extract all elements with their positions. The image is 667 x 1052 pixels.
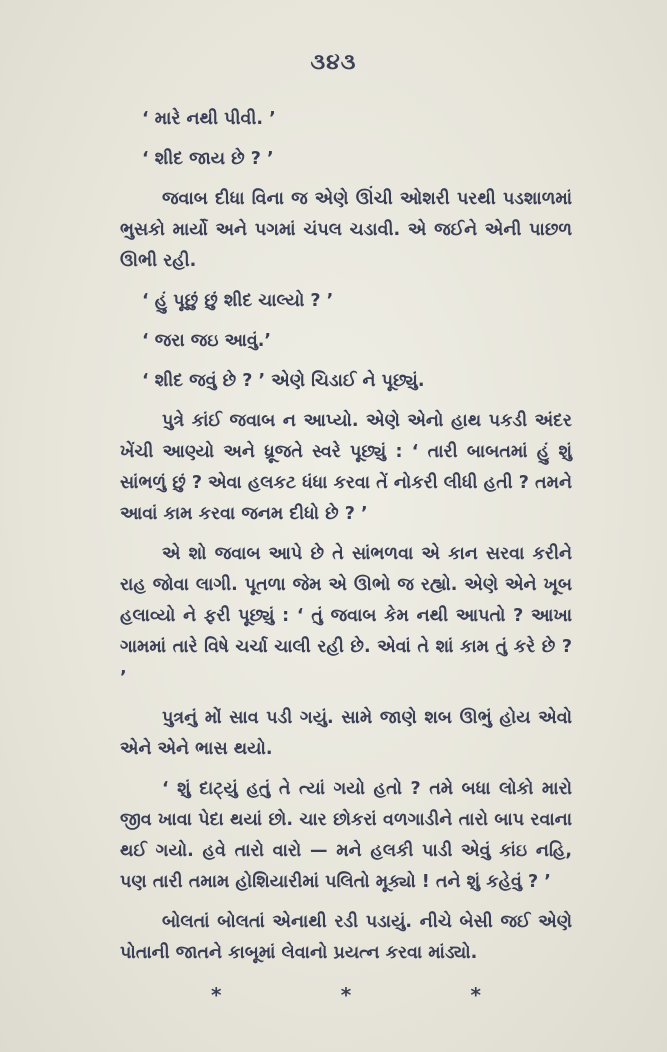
- page-number: ૩૪૩: [310, 50, 357, 75]
- paragraph: ‘ શીદ જાય છે ? ’: [142, 149, 274, 169]
- section-separator: [211, 978, 481, 1011]
- paragraph: ‘ મારે નથી પીવી. ’: [142, 109, 276, 129]
- paragraph: પુત્રનું મોં સાવ પડી ગયું. સામે જાણે શબ ઊભું હોય એવો એને એને ભાસ થયો.: [120, 708, 572, 759]
- paragraph: ‘ શીદ જવું છે ? ’ એણે ચિડાઈ ને પૂછ્યું.: [142, 371, 425, 391]
- separator-star: *: [211, 983, 222, 1007]
- paragraph: ‘ શું દાટ્યું હતું તે ત્યાં ગયો હતો ? તમે બધા લોકો મારો જીવ ખાવા પેદા થયાં છો. ચાર છોકરાં વળગાડીને તારો બાપ રવાના થઈ ગયો. હવે તારો વારો — મને હલકી પાડી એવું કાંઇ નહિ, પણ તારી તમામ હોશિયારીમાં પલિતો મૂક્યો ! તને શું કહેવું ? ’: [120, 779, 572, 892]
- paragraph: એ શો જવાબ આપે છે તે સાંભળવા એ કાન સરવા કરીને રાહ જોવા લાગી. પૂતળા જેમ એ ઊભો જ રહ્યો. એણે એને ખૂબ હલાવ્યો ને ફરી પૂછ્યું : ‘ તું જવાબ કેમ નથી આપતો ? આખા ગામમાં તારે વિષે ચર્ચા ચાલી રહી છે. એવાં તે શાં કામ તું કરે છે ? ’: [120, 544, 572, 688]
- paragraph: ‘ હું પૂછું છું શીદ ચાલ્યો ? ’: [142, 291, 334, 311]
- separator-star: *: [340, 983, 352, 1007]
- separator-star: *: [470, 983, 481, 1007]
- paragraph: ‘ જરા જઇ આવું.’: [142, 331, 272, 351]
- body-text: [120, 104, 572, 1011]
- paragraph: જવાબ દીધા વિના જ એણે ઊંચી ઓશરી પરથી પડશાળમાં ભુસકો માર્યો અને પગમાં ચંપલ ચડાવી. એ જઈને એની પાછળ ઊભી રહી.: [120, 189, 572, 271]
- paragraph: પુત્રે કાંઈ જવાબ ન આપ્યો. એણે એનો હાથ પકડી અંદર ખેંચી આણ્યો અને ધ્રૂજતે સ્વરે પૂછ્યું : ‘ તારી બાબતમાં હું શું સાંભળું છું ? એવા હલકટ ધંધા કરવા તેં નોકરી લીધી હતી ? તમને આવાં કામ કરવા જનમ દીધો છે ? ’: [120, 411, 573, 524]
- paragraph: બોલતાં બોલતાં એનાથી રડી પડાયું. નીચે બેસી જઈ એણે પોતાની જાતને કાબૂમાં લેવાનો પ્રયત્ન કરવા માંડ્યો.: [120, 912, 572, 963]
